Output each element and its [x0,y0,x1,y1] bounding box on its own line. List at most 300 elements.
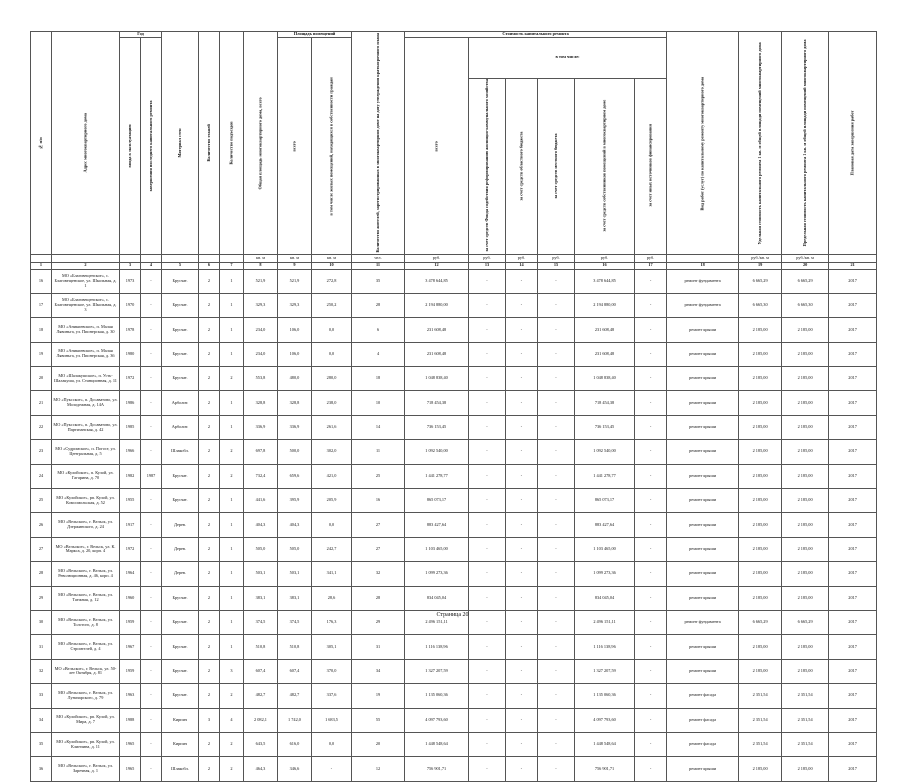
header-cost-including: в том числе: [469,38,667,79]
header-no: № п/п [31,32,52,255]
column-number-cell: 5 [162,262,199,269]
cell-total-area: 521,9 [244,269,278,293]
cell-work-type: ремонт фасада [667,684,739,708]
cell-cost-regional: - [506,757,538,781]
cell-premises-total: 659,6 [278,464,312,488]
cell-floors: 2 [199,367,220,391]
cell-residents: 27 [352,537,405,561]
cell-year-last-repair: - [141,489,162,513]
cell-cost-regional: - [506,415,538,439]
cell-total-area: 464,3 [244,757,278,781]
cell-premises-residential: 0,0 [312,513,352,537]
column-number-cell: 21 [829,262,877,269]
cell-premises-residential: 0,0 [312,342,352,366]
cell-cost-local: - [538,415,575,439]
cell-cost-total: 736 153,45 [405,415,469,439]
cell-planned-date: 2017 [829,367,877,391]
cell-total-area: 374,5 [244,610,278,634]
column-number-cell: 14 [506,262,538,269]
cell-address: МО «Судромское», п. Погост, ул. Центральная, д. 5 [52,440,120,464]
cell-floors: 2 [199,757,220,781]
cell-cost-total: 1 448 548,64 [405,732,469,756]
cell-cost-fund: - [469,415,506,439]
cell-max-cost: 2 185,00 [782,440,829,464]
cell-residents: 12 [352,757,405,781]
cell-max-cost: 2 185,00 [782,757,829,781]
cell-cost-owners: 718 454,38 [575,391,635,415]
cell-cost-owners: 2 194 880,00 [575,293,635,317]
cell-unit-cost: 2 185,00 [739,464,782,488]
cell-cost-local: - [538,732,575,756]
header-max-cost: Предельная стоимость капитального ремонта 1 кв. м общей площади помещений многоквартирного дома [782,32,829,255]
cell-cost-owners: 756 901,71 [575,757,635,781]
cell-residents: 31 [352,635,405,659]
cell-residents: 6 [352,318,405,342]
cell-year-last-repair: 1987 [141,464,162,488]
unit-cell [31,254,52,262]
cell-floors: 2 [199,586,220,610]
cell-cost-total: 2 194 880,00 [405,293,469,317]
unit-cell: руб. [405,254,469,262]
cell-wall-material: Брусчат. [162,684,199,708]
cell-residents: 34 [352,659,405,683]
cell-year-last-repair: - [141,757,162,781]
unit-cell [141,254,162,262]
cell-planned-date: 2017 [829,293,877,317]
cell-cost-total: 2 496 151,11 [405,610,469,634]
cell-unit-cost: 2 185,00 [739,659,782,683]
cell-total-area: 510,8 [244,635,278,659]
cell-year-last-repair: - [141,367,162,391]
cell-entrances: 1 [220,586,244,610]
cell-cost-fund: - [469,513,506,537]
cell-cost-total: 1 092 540,00 [405,440,469,464]
cell-unit-cost: 2 185,00 [739,489,782,513]
cell-cost-other: - [635,440,667,464]
cell-cost-regional: - [506,318,538,342]
cell-max-cost: 2 185,00 [782,489,829,513]
cell-floors: 2 [199,537,220,561]
cell-cost-other: - [635,513,667,537]
cell-premises-residential: 205,9 [312,489,352,513]
cell-cost-total: 1 103 465,00 [405,537,469,561]
cell-work-type: ремонт крыши [667,391,739,415]
cell-residents: 18 [352,367,405,391]
table-row [31,513,877,537]
cell-work-type: ремонт крыши [667,586,739,610]
cell-year-last-repair: - [141,513,162,537]
cell-cost-other: - [635,489,667,513]
cell-cost-fund: - [469,440,506,464]
cell-planned-date: 2017 [829,732,877,756]
cell-address: МО «Кулойское», рп. Кулой, ул. Комсомольская, д. 52 [52,489,120,513]
cell-year-last-repair: - [141,269,162,293]
cell-unit-cost: 2 351,54 [739,708,782,732]
cell-cost-owners: 4 097 793,60 [575,708,635,732]
cell-year-commission: 1980 [120,342,141,366]
cell-floors: 2 [199,318,220,342]
table-row [31,391,877,415]
header-residents: Количество жителей, зарегистрированных в многоквартирном доме на дату утверждения краткосрочного плана [352,32,405,255]
cell-entrances: 1 [220,513,244,537]
cell-residents: 28 [352,293,405,317]
cell-wall-material: Брусчат. [162,318,199,342]
cell-cost-local: - [538,757,575,781]
cell-address: МО «Благовещенское», с. Благовещенское, ул. Школьная, д. 3 [52,293,120,317]
cell-entrances: 1 [220,562,244,586]
cell-premises-residential: 238,0 [312,391,352,415]
cell-entrances: 1 [220,610,244,634]
header-cost-fund: за счет средств Фонда содействия реформированию жилищно-коммунального хозяйства [469,78,506,254]
cell-floors: 2 [199,684,220,708]
cell-max-cost: 2 185,00 [782,513,829,537]
cell-planned-date: 2017 [829,415,877,439]
column-number-cell: 11 [352,262,405,269]
cell-cost-local: - [538,562,575,586]
cell-row-number: 20 [31,367,52,391]
cell-year-last-repair: - [141,562,162,586]
cell-row-number: 32 [31,659,52,683]
cell-address: МО «Кулойское», рп. Кулой, ул. Клинчина, д. 11 [52,732,120,756]
cell-year-commission: 1955 [120,489,141,513]
cell-year-commission: 1972 [120,537,141,561]
cell-work-type: ремонт крыши [667,537,739,561]
header-unit-cost: Удельная стоимость капитального ремонта 1 кв. м общей площади помещений многоквартирного дома [739,32,782,255]
cell-cost-owners: 231 608,48 [575,318,635,342]
cell-total-area: 505,0 [244,537,278,561]
cell-max-cost: 6 665,29 [782,269,829,293]
cell-max-cost: 2 185,00 [782,415,829,439]
cell-max-cost: 6 665,29 [782,610,829,634]
cell-cost-regional: - [506,659,538,683]
cell-premises-residential: - [312,757,352,781]
cell-floors: 2 [199,415,220,439]
cell-cost-local: - [538,489,575,513]
cell-residents: 20 [352,732,405,756]
unit-cell [162,254,199,262]
cell-cost-regional: - [506,732,538,756]
table-row [31,562,877,586]
cell-premises-residential: 176,3 [312,610,352,634]
cell-address: МО «Аникиевское», п. Малая Лявиньга, ул. Пионерская, д. 36 [52,342,120,366]
header-premises-area: Площадь помещений [278,32,352,38]
cell-year-last-repair: - [141,684,162,708]
cell-premises-total: 1 742,0 [278,708,312,732]
cell-year-last-repair: - [141,635,162,659]
column-number-cell: 13 [469,262,506,269]
cell-max-cost: 2 351,54 [782,708,829,732]
cell-cost-other: - [635,562,667,586]
cell-cost-fund: - [469,562,506,586]
cell-wall-material: Брусчат. [162,635,199,659]
cell-year-last-repair: - [141,342,162,366]
cell-cost-total: 865 073,17 [405,489,469,513]
cell-year-commission: 1972 [120,367,141,391]
cell-cost-total: 834 045,04 [405,586,469,610]
cell-year-commission: 1982 [120,464,141,488]
header-planned-date: Плановая дата завершения работ [829,32,877,255]
cell-address: МО «Вельское», г. Вельск, ул. Строителей, д. 4 [52,635,120,659]
cell-planned-date: 2017 [829,513,877,537]
cell-row-number: 17 [31,293,52,317]
cell-unit-cost: 2 185,00 [739,635,782,659]
cell-year-last-repair: - [141,440,162,464]
cell-residents: 35 [352,269,405,293]
cell-cost-local: - [538,391,575,415]
cell-cost-total: 1 099 273,36 [405,562,469,586]
cell-row-number: 26 [31,513,52,537]
cell-row-number: 35 [31,732,52,756]
cell-cost-local: - [538,610,575,634]
cell-cost-fund: - [469,489,506,513]
cell-work-type: ремонт фундамента [667,610,739,634]
cell-premises-residential: 250,2 [312,293,352,317]
cell-work-type: ремонт крыши [667,659,739,683]
cell-address: МО «Шалакушское», п. Усть-Шалакуша, ул. Станционная, д. 11 [52,367,120,391]
cell-work-type: ремонт фасада [667,732,739,756]
column-numbers-row [31,262,877,269]
unit-cell: кв. м [244,254,278,262]
cell-address: МО «Аникиевское», п. Малая Лявиньга, ул. Пионерская, д. 30 [52,318,120,342]
header-premises-residential: в том числе жилых помещений, находящихся в собственности граждан [312,38,352,255]
header-entrances: Количество подъездов [220,32,244,255]
cell-planned-date: 2017 [829,440,877,464]
cell-cost-fund: - [469,732,506,756]
table-row [31,537,877,561]
cell-address: МО «Вельское», г. Вельск, ул. Заречная, д. 1 [52,757,120,781]
cell-total-area: 441,6 [244,489,278,513]
unit-cell: чел. [352,254,405,262]
cell-residents: 16 [352,489,405,513]
cell-max-cost: 2 185,00 [782,342,829,366]
unit-cell: руб./кв. м [782,254,829,262]
cell-cost-local: - [538,586,575,610]
table-row [31,732,877,756]
cell-floors: 2 [199,293,220,317]
table-row [31,367,877,391]
cell-year-commission: 1960 [120,586,141,610]
cell-total-area: 2 082,1 [244,708,278,732]
cell-year-commission: 1917 [120,513,141,537]
cell-work-type: ремонт крыши [667,367,739,391]
cell-residents: 14 [352,415,405,439]
cell-cost-local: - [538,464,575,488]
header-year-last-repair: завершения последнего капитального ремонта [141,38,162,255]
cell-year-last-repair: - [141,732,162,756]
cell-unit-cost: 2 185,00 [739,318,782,342]
cell-residents: 4 [352,342,405,366]
cell-residents: 32 [352,562,405,586]
cell-cost-regional: - [506,342,538,366]
cell-premises-total: 505,0 [278,537,312,561]
cell-wall-material: Арболит. [162,391,199,415]
cell-wall-material: Брусчат. [162,293,199,317]
column-number-cell: 10 [312,262,352,269]
cell-wall-material: Брусчат. [162,659,199,683]
table-row [31,708,877,732]
cell-row-number: 21 [31,391,52,415]
cell-premises-total: 480,0 [278,367,312,391]
cell-year-commission: 1973 [120,269,141,293]
cell-cost-fund: - [469,293,506,317]
cell-cost-regional: - [506,367,538,391]
cell-work-type: ремонт крыши [667,635,739,659]
cell-cost-total: 756 901,71 [405,757,469,781]
cell-unit-cost: 2 185,00 [739,537,782,561]
cell-wall-material: Брусчат. [162,464,199,488]
cell-year-last-repair: - [141,537,162,561]
cell-cost-other: - [635,342,667,366]
column-number-cell: 6 [199,262,220,269]
cell-cost-total: 231 608,48 [405,318,469,342]
cell-year-commission: 1988 [120,708,141,732]
cell-year-commission: 1963 [120,684,141,708]
unit-cell [220,254,244,262]
cell-cost-regional: - [506,635,538,659]
cell-work-type: ремонт фундамента [667,293,739,317]
cell-year-last-repair: - [141,659,162,683]
unit-cell: кв. м [278,254,312,262]
cell-cost-local: - [538,513,575,537]
cell-unit-cost: 6 665,30 [739,293,782,317]
cell-cost-total: 718 454,38 [405,391,469,415]
cell-row-number: 19 [31,342,52,366]
cell-planned-date: 2017 [829,757,877,781]
header-cost-total: всего [405,38,469,255]
cell-planned-date: 2017 [829,708,877,732]
cell-cost-local: - [538,684,575,708]
cell-cost-total: 1 327 207,59 [405,659,469,683]
cell-wall-material: Брусчат. [162,269,199,293]
cell-cost-fund: - [469,586,506,610]
cell-cost-total: 883 427,64 [405,513,469,537]
cell-year-last-repair: - [141,586,162,610]
cell-address: МО «Кулойское», п. Кулой, ул. Гагарина, д. 70 [52,464,120,488]
cell-entrances: 1 [220,415,244,439]
cell-cost-owners: 1 448 548,64 [575,732,635,756]
cell-entrances: 1 [220,391,244,415]
cell-cost-regional: - [506,269,538,293]
cell-cost-regional: - [506,293,538,317]
header-floors: Количество этажей [199,32,220,255]
header-year: Год [120,32,162,38]
cell-entrances: 2 [220,684,244,708]
cell-max-cost: 6 665,30 [782,293,829,317]
cell-work-type: ремонт крыши [667,562,739,586]
cell-cost-local: - [538,708,575,732]
cell-cost-total: 1 116 138,96 [405,635,469,659]
unit-cell: кв. м [312,254,352,262]
cell-entrances: 2 [220,464,244,488]
cell-entrances: 2 [220,440,244,464]
cell-max-cost: 2 185,00 [782,391,829,415]
cell-year-commission: 1959 [120,659,141,683]
cell-cost-local: - [538,318,575,342]
cell-row-number: 16 [31,269,52,293]
cell-premises-residential: 242,7 [312,537,352,561]
cell-planned-date: 2017 [829,610,877,634]
cell-cost-regional: - [506,489,538,513]
cell-premises-residential: 341,1 [312,562,352,586]
table-row [31,269,877,293]
cell-total-area: 234,0 [244,318,278,342]
cell-year-commission: 1970 [120,293,141,317]
cell-year-last-repair: - [141,610,162,634]
cell-wall-material: Шлакобл. [162,757,199,781]
cell-cost-local: - [538,659,575,683]
unit-cell [667,254,739,262]
column-number-cell: 7 [220,262,244,269]
cell-year-commission: 1967 [120,635,141,659]
cell-cost-owners: 865 073,17 [575,489,635,513]
cell-max-cost: 2 185,00 [782,659,829,683]
cell-unit-cost: 2 185,00 [739,513,782,537]
cell-total-area: 234,0 [244,342,278,366]
header-cost-regional: за счет средств областного бюджета [506,78,538,254]
cell-entrances: 2 [220,367,244,391]
cell-unit-cost: 2 185,00 [739,440,782,464]
cell-year-commission: 1965 [120,757,141,781]
cell-work-type: ремонт крыши [667,415,739,439]
cell-floors: 3 [199,708,220,732]
cell-row-number: 30 [31,610,52,634]
cell-unit-cost: 6 665,29 [739,610,782,634]
cell-work-type: ремонт крыши [667,342,739,366]
cell-cost-other: - [635,415,667,439]
cell-cost-regional: - [506,537,538,561]
cell-row-number: 31 [31,635,52,659]
cell-cost-fund: - [469,684,506,708]
cell-planned-date: 2017 [829,391,877,415]
cell-premises-total: 500,0 [278,440,312,464]
cell-cost-local: - [538,293,575,317]
cell-row-number: 23 [31,440,52,464]
cell-max-cost: 2 185,00 [782,367,829,391]
cell-work-type: ремонт крыши [667,757,739,781]
cell-cost-owners: 1 135 060,36 [575,684,635,708]
cell-premises-residential: 0,0 [312,732,352,756]
column-number-cell: 12 [405,262,469,269]
header-work-type: Вид работ (услуг) по капитальному ремонту многоквартирного дома [667,32,739,255]
cell-cost-owners: 736 153,45 [575,415,635,439]
cell-premises-residential: 261,6 [312,415,352,439]
column-number-cell: 4 [141,262,162,269]
cell-cost-other: - [635,708,667,732]
cell-planned-date: 2017 [829,489,877,513]
cell-total-area: 329,3 [244,293,278,317]
cell-cost-owners: 883 427,64 [575,513,635,537]
cell-premises-total: 395,9 [278,489,312,513]
cell-cost-total: 1 048 838,40 [405,367,469,391]
cell-premises-residential: 272,8 [312,269,352,293]
cell-premises-residential: 28,6 [312,586,352,610]
cell-planned-date: 2017 [829,586,877,610]
cell-entrances: 1 [220,537,244,561]
cell-cost-regional: - [506,708,538,732]
cell-unit-cost: 2 185,00 [739,367,782,391]
cell-cost-other: - [635,659,667,683]
cell-planned-date: 2017 [829,635,877,659]
cell-planned-date: 2017 [829,562,877,586]
cell-cost-regional: - [506,513,538,537]
cell-premises-residential: 1 683,5 [312,708,352,732]
table-row [31,757,877,781]
cell-row-number: 25 [31,489,52,513]
cell-year-last-repair: - [141,391,162,415]
table-row [31,318,877,342]
cell-year-commission: 1986 [120,391,141,415]
cell-address: МО «Вельское», г. Вельск, ул. К. Маркса, д. 20, корп. 4 [52,537,120,561]
